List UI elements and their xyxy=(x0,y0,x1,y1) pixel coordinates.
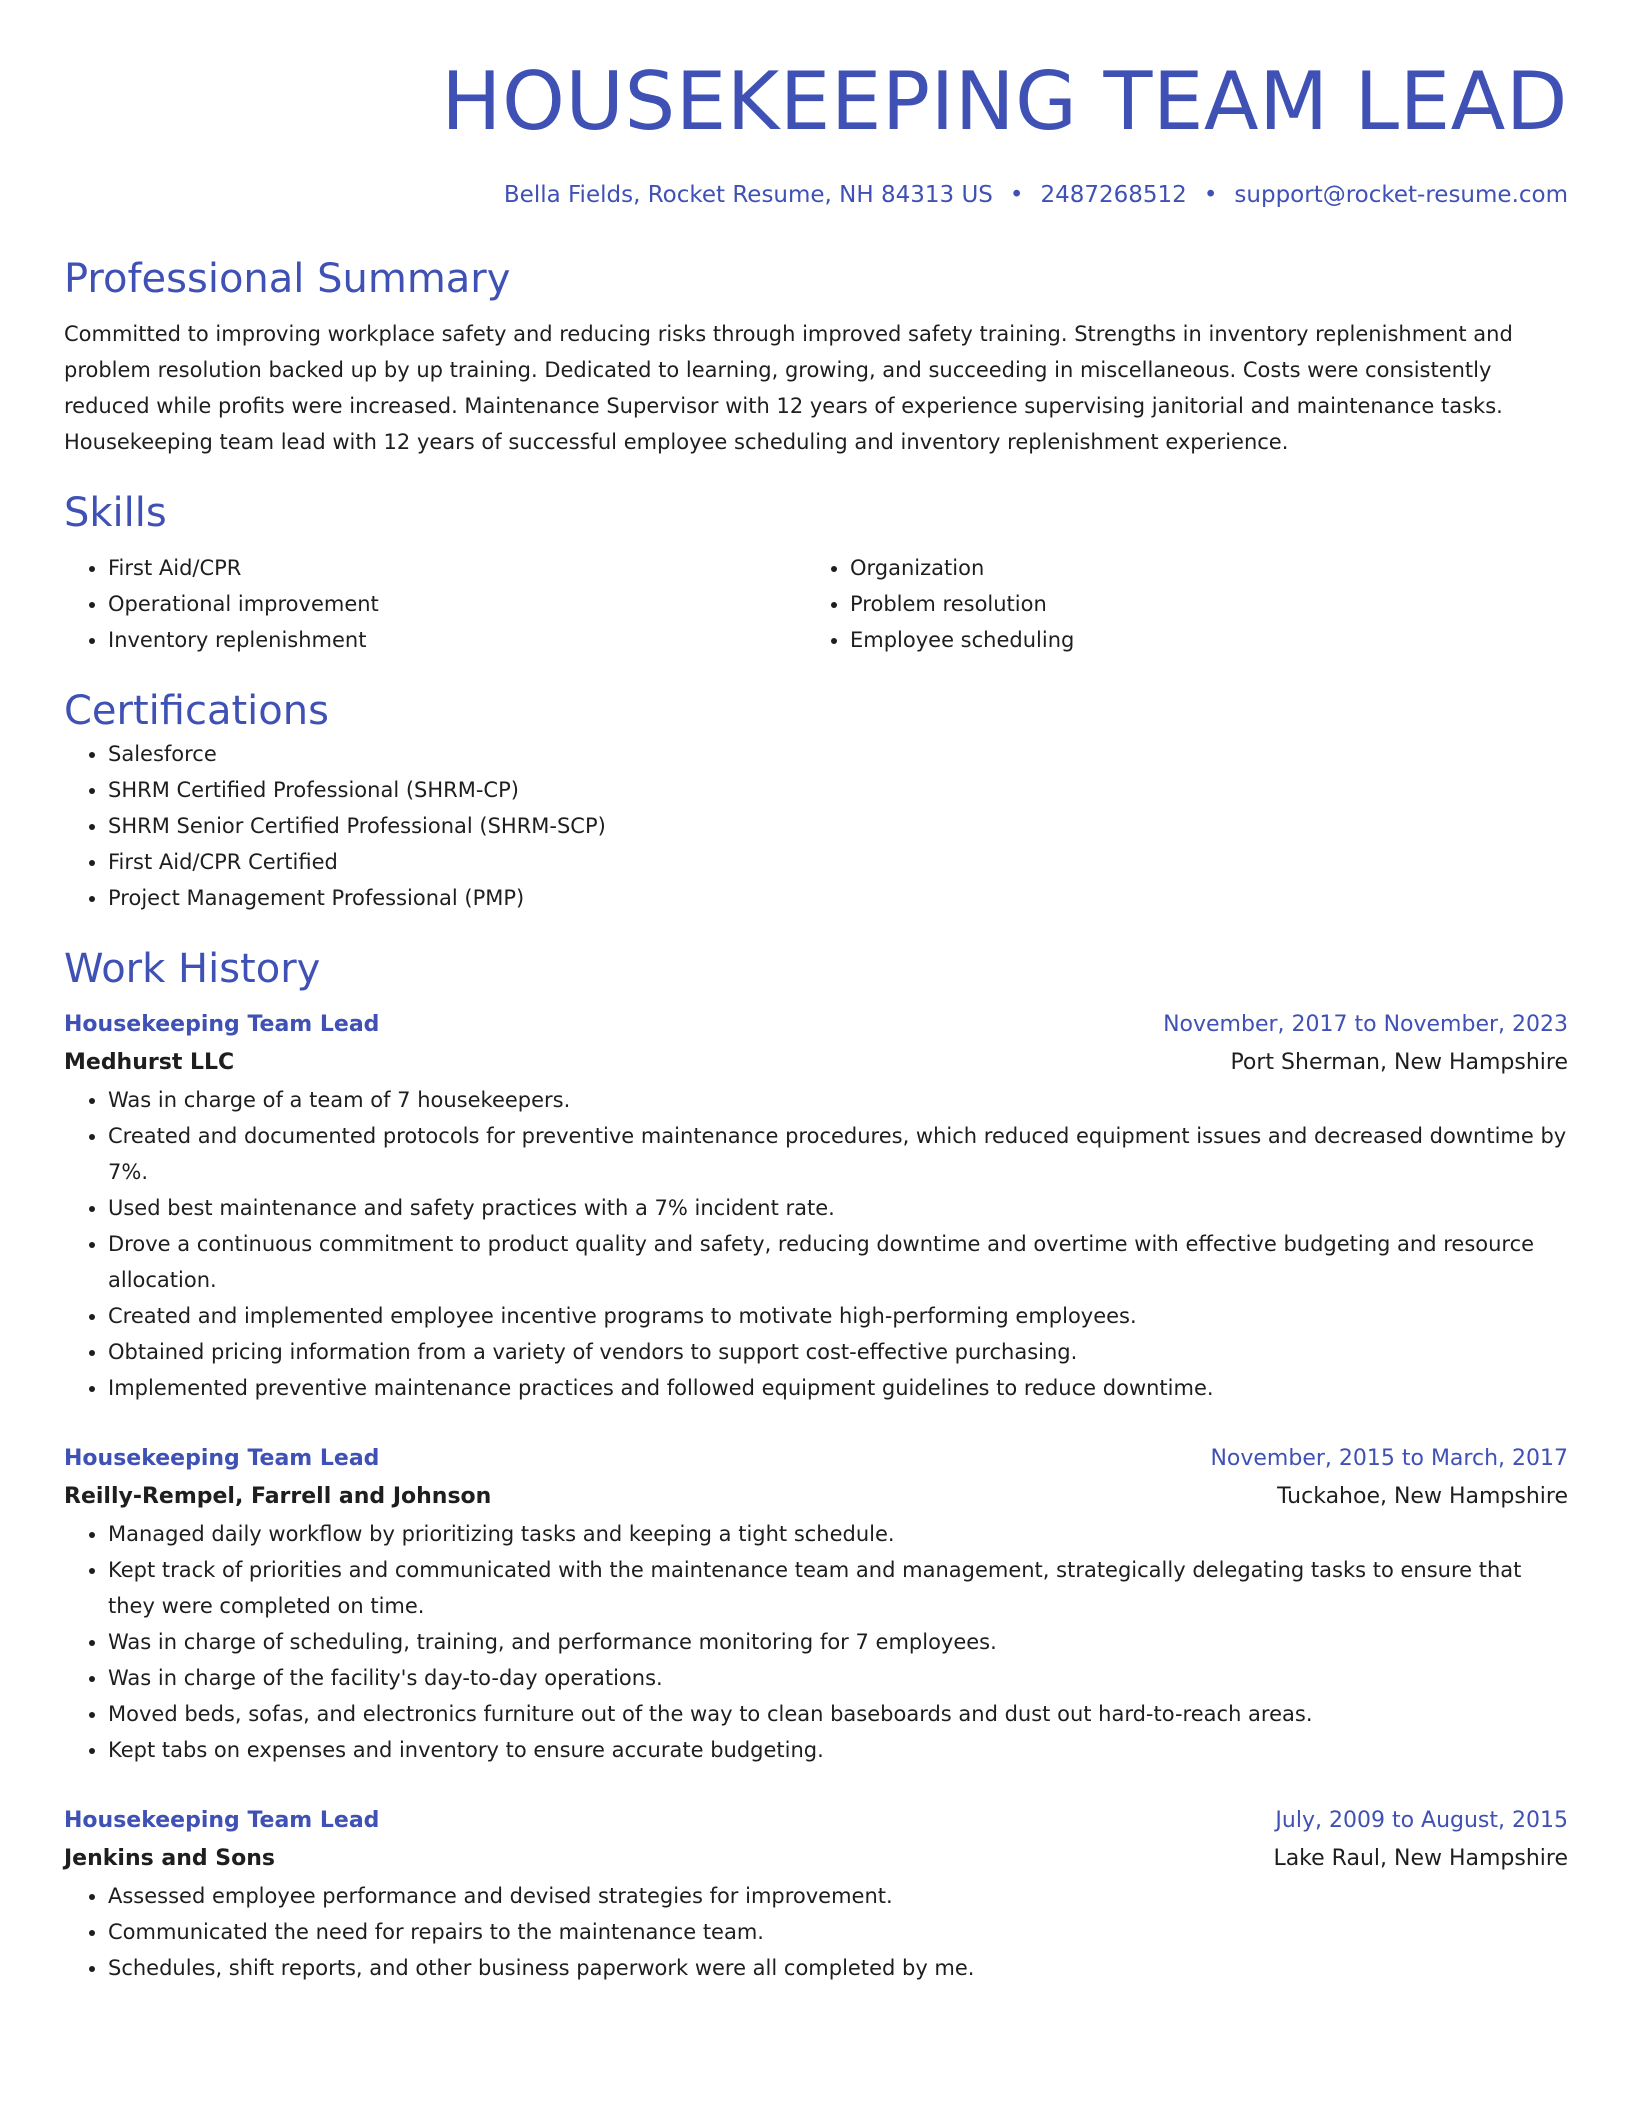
skills-list-left xyxy=(64,550,806,658)
skills-column-right xyxy=(806,550,1548,658)
certifications-heading: Certifications xyxy=(64,688,329,734)
job-title: Housekeeping Team Lead xyxy=(64,1446,380,1471)
job-location: Port Sherman, New Hampshire xyxy=(1230,1050,1568,1075)
job-title-row xyxy=(64,1802,1568,1840)
job-bullets xyxy=(64,1516,1568,1768)
job-company-row xyxy=(64,1478,1568,1516)
job-title: Housekeeping Team Lead xyxy=(64,1808,380,1833)
job-bullet: • Assessed employee performance and devised strategies for improvement. xyxy=(108,1878,1568,1914)
job-bullet: • Schedules, shift reports, and other business paperwork were all completed by me. xyxy=(108,1950,1568,1986)
certification-item: • SHRM Certified Professional (SHRM-CP) xyxy=(108,772,1568,808)
job-bullets xyxy=(64,1082,1568,1406)
job-bullet: • Drove a continuous commitment to product quality and safety, reducing downtime and overtime with effective budgeting and resource allocation. xyxy=(108,1226,1568,1298)
certification-item: • Project Management Professional (PMP) xyxy=(108,880,1568,916)
job-title-row xyxy=(64,1440,1568,1478)
job-bullets xyxy=(64,1878,1568,1986)
job-location: Tuckahoe, New Hampshire xyxy=(1277,1484,1568,1509)
job-bullet: • Was in charge of scheduling, training, and performance monitoring for 7 employees. xyxy=(108,1624,1568,1660)
job-title-row xyxy=(64,1006,1568,1044)
skill-item: • Operational improvement xyxy=(108,586,806,622)
job-bullet: • Created and documented protocols for preventive maintenance procedures, which reduced equipment issues and decreased downtime by 7%. xyxy=(108,1118,1568,1190)
contact-phone: 2487268512 xyxy=(1040,182,1187,208)
certifications-section xyxy=(64,686,1568,916)
skill-item: • Problem resolution xyxy=(850,586,1548,622)
work-history-heading: Work History xyxy=(64,946,321,992)
contact-email[interactable]: support@rocket-resume.com xyxy=(1234,182,1568,208)
skills-grid xyxy=(64,550,1568,658)
job-bullet: • Moved beds, sofas, and electronics furniture out of the way to clean baseboards and dust out hard-to-reach areas. xyxy=(108,1696,1568,1732)
job-bullet: • Kept track of priorities and communicated with the maintenance team and management, strategically delegating tasks to ensure that they were completed on time. xyxy=(108,1552,1568,1624)
job-entry xyxy=(64,1006,1568,1406)
contact-separator: • xyxy=(1009,182,1024,208)
job-location: Lake Raul, New Hampshire xyxy=(1273,1846,1568,1871)
certification-item: • Salesforce xyxy=(108,736,1568,772)
work-history-section xyxy=(64,944,1568,1986)
job-bullet: • Managed daily workflow by prioritizing tasks and keeping a tight schedule. xyxy=(108,1516,1568,1552)
job-dates: July, 2009 to August, 2015 xyxy=(1275,1808,1568,1833)
contact-line xyxy=(64,180,1568,210)
certification-item: • SHRM Senior Certified Professional (SHRM-SCP) xyxy=(108,808,1568,844)
job-entry xyxy=(64,1802,1568,1986)
certifications-list xyxy=(64,736,1568,916)
job-company: Medhurst LLC xyxy=(64,1050,235,1075)
summary-heading: Professional Summary xyxy=(64,256,511,302)
resume-title: HOUSEKEEPING TEAM LEAD xyxy=(441,55,1568,148)
job-dates: November, 2015 to March, 2017 xyxy=(1210,1446,1568,1471)
skills-heading: Skills xyxy=(64,490,167,536)
job-bullet: • Kept tabs on expenses and inventory to ensure accurate budgeting. xyxy=(108,1732,1568,1768)
job-bullet: • Was in charge of the facility's day-to-day operations. xyxy=(108,1660,1568,1696)
job-entry xyxy=(64,1440,1568,1768)
skills-section xyxy=(64,488,1568,658)
skills-list-right xyxy=(806,550,1548,658)
contact-address: Bella Fields, Rocket Resume, NH 84313 US xyxy=(503,182,993,208)
skill-item: • Organization xyxy=(850,550,1548,586)
summary-section xyxy=(64,254,1568,460)
job-title: Housekeeping Team Lead xyxy=(64,1012,380,1037)
skill-item: • Inventory replenishment xyxy=(108,622,806,658)
skill-item: • Employee scheduling xyxy=(850,622,1548,658)
certification-item: • First Aid/CPR Certified xyxy=(108,844,1568,880)
job-bullet: • Obtained pricing information from a variety of vendors to support cost-effective purchasing. xyxy=(108,1334,1568,1370)
skill-item: • First Aid/CPR xyxy=(108,550,806,586)
contact-separator: • xyxy=(1203,182,1218,208)
skills-column-left xyxy=(64,550,806,658)
job-bullet: • Used best maintenance and safety practices with a 7% incident rate. xyxy=(108,1190,1568,1226)
job-bullet: • Created and implemented employee incentive programs to motivate high-performing employees. xyxy=(108,1298,1568,1334)
resume-header xyxy=(64,0,1568,210)
job-bullet: • Was in charge of a team of 7 housekeepers. xyxy=(108,1082,1568,1118)
job-bullet: • Implemented preventive maintenance practices and followed equipment guidelines to reduce downtime. xyxy=(108,1370,1568,1406)
job-company-row xyxy=(64,1044,1568,1082)
job-company-row xyxy=(64,1840,1568,1878)
summary-text: Committed to improving workplace safety and reducing risks through improved safety training. Strengths in inventory replenishment and problem resolution backed up by up training. Dedicated to learning, growing, and succeeding in miscellaneous. Costs were consistently reduced while profits were increased. Maintenance Supervisor with 12 years of experience supervising janitorial and maintenance tasks. Housekeeping team lead with 12 years of successful employee scheduling and inventory replenishment experience. xyxy=(64,322,1513,454)
job-dates: November, 2017 to November, 2023 xyxy=(1163,1012,1568,1037)
job-company: Reilly-Rempel, Farrell and Johnson xyxy=(64,1484,492,1509)
job-bullet: • Communicated the need for repairs to the maintenance team. xyxy=(108,1914,1568,1950)
job-company: Jenkins and Sons xyxy=(64,1846,275,1871)
